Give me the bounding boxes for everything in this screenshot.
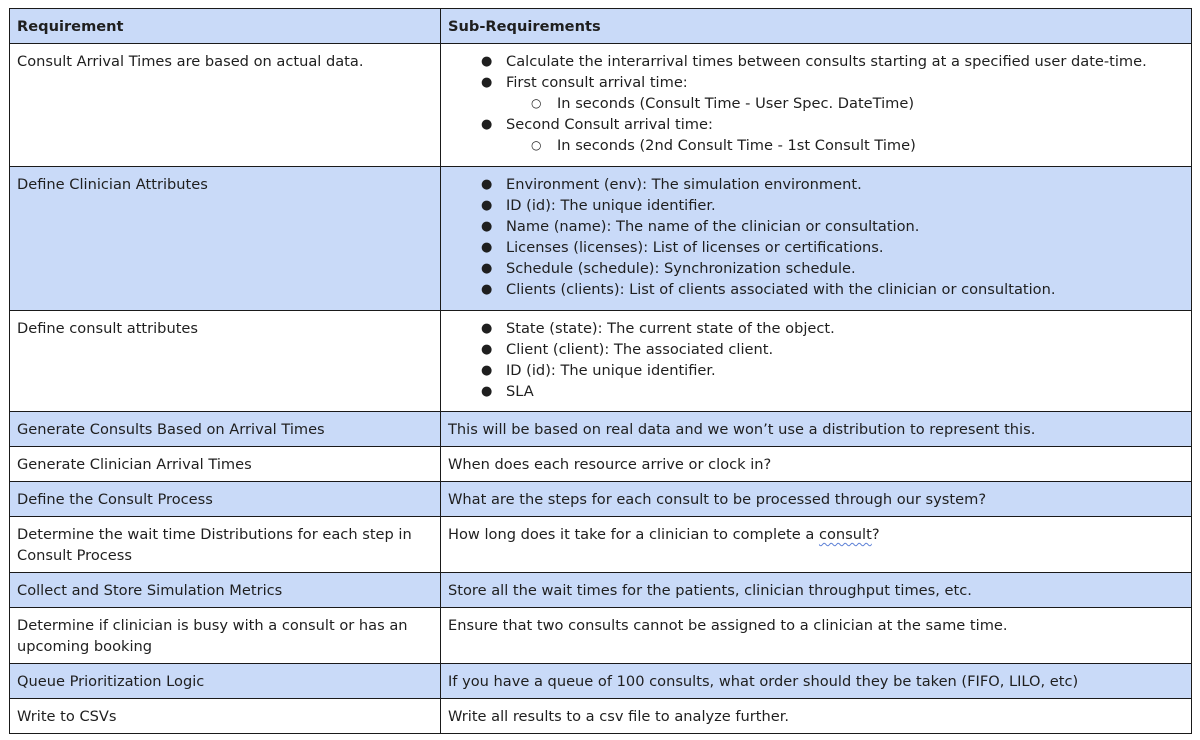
requirement-cell: Define the Consult Process: [10, 482, 441, 517]
list-item: [481, 381, 1184, 402]
cell-text: How long does it take for a clinician to complete a: [448, 526, 819, 543]
requirement-cell: Determine if clinician is busy with a consult or has an upcoming booking: [10, 608, 441, 664]
bullet-icon: ●: [481, 363, 493, 378]
header-requirement: Requirement: [10, 9, 441, 44]
sub-bullet-list: [506, 135, 1184, 156]
sub-requirements-cell: [441, 311, 1192, 412]
sub-bullet-list: [506, 93, 1184, 114]
bullet-icon: ●: [481, 117, 493, 132]
list-item-text: Calculate the interarrival times between consults starting at a specified user date-time.: [506, 53, 1147, 70]
bullet-list: [448, 318, 1184, 402]
bullet-icon: ●: [481, 384, 493, 399]
list-item: [481, 279, 1184, 300]
bullet-icon: ●: [481, 219, 493, 234]
list-item-text: Environment (env): The simulation environment.: [506, 176, 862, 193]
sub-requirements-cell: Write all results to a csv file to analyze further.: [441, 699, 1192, 734]
table-row: [10, 311, 1192, 412]
requirement-cell: Collect and Store Simulation Metrics: [10, 573, 441, 608]
list-item: [481, 72, 1184, 114]
table-row: [10, 699, 1192, 734]
list-item: [481, 360, 1184, 381]
bullet-icon: ●: [481, 342, 493, 357]
sub-list-item-text: In seconds (2nd Consult Time - 1st Consult Time): [557, 137, 916, 154]
hollow-bullet-icon: ○: [531, 96, 542, 110]
list-item: [481, 195, 1184, 216]
sub-requirements-cell: What are the steps for each consult to be processed through our system?: [441, 482, 1192, 517]
table-row: [10, 664, 1192, 699]
requirement-cell: Consult Arrival Times are based on actual data.: [10, 44, 441, 167]
list-item: [481, 339, 1184, 360]
table-row: [10, 167, 1192, 311]
sub-list-item: [531, 93, 1184, 114]
sub-requirements-cell: [441, 44, 1192, 167]
list-item: [481, 258, 1184, 279]
requirement-cell: Queue Prioritization Logic: [10, 664, 441, 699]
table-row: [10, 517, 1192, 573]
requirement-cell: Generate Clinician Arrival Times: [10, 447, 441, 482]
table-row: [10, 573, 1192, 608]
sub-requirements-cell: When does each resource arrive or clock in?: [441, 447, 1192, 482]
header-sub-requirements: Sub-Requirements: [441, 9, 1192, 44]
list-item-text: Name (name): The name of the clinician or consultation.: [506, 218, 920, 235]
cell-text: ?: [871, 526, 880, 543]
bullet-icon: ●: [481, 177, 493, 192]
requirement-cell: Generate Consults Based on Arrival Times: [10, 412, 441, 447]
requirements-table: [9, 8, 1192, 734]
sub-requirements-cell: [441, 167, 1192, 311]
table-row: [10, 44, 1192, 167]
list-item: [481, 174, 1184, 195]
list-item-text: State (state): The current state of the object.: [506, 320, 835, 337]
list-item-text: Clients (clients): List of clients associated with the clinician or consultation.: [506, 281, 1056, 298]
list-item-text: ID (id): The unique identifier.: [506, 362, 716, 379]
requirement-cell: Define Clinician Attributes: [10, 167, 441, 311]
spellcheck-underlined-word: consult: [818, 526, 872, 543]
requirement-cell: Define consult attributes: [10, 311, 441, 412]
sub-list-item-text: In seconds (Consult Time - User Spec. DateTime): [557, 95, 915, 112]
list-item-text: First consult arrival time:: [506, 74, 688, 91]
list-item-text: Second Consult arrival time:: [506, 116, 713, 133]
bullet-list: [448, 174, 1184, 300]
table-row: [10, 608, 1192, 664]
table-row: [10, 482, 1192, 517]
sub-requirements-cell: Ensure that two consults cannot be assigned to a clinician at the same time.: [441, 608, 1192, 664]
header-row: [10, 9, 1192, 44]
bullet-icon: ●: [481, 75, 493, 90]
bullet-icon: ●: [481, 282, 493, 297]
table-row: [10, 412, 1192, 447]
sub-requirements-cell: This will be based on real data and we won’t use a distribution to represent this.: [441, 412, 1192, 447]
list-item: [481, 114, 1184, 156]
hollow-bullet-icon: ○: [531, 138, 542, 152]
list-item: [481, 216, 1184, 237]
requirement-cell: Write to CSVs: [10, 699, 441, 734]
requirement-cell: Determine the wait time Distributions for each step in Consult Process: [10, 517, 441, 573]
bullet-icon: ●: [481, 198, 493, 213]
sub-requirements-cell: If you have a queue of 100 consults, what order should they be taken (FIFO, LILO, etc): [441, 664, 1192, 699]
list-item-text: Schedule (schedule): Synchronization schedule.: [506, 260, 856, 277]
bullet-icon: ●: [481, 321, 493, 336]
list-item-text: SLA: [506, 383, 534, 400]
list-item-text: Licenses (licenses): List of licenses or certifications.: [506, 239, 884, 256]
bullet-icon: ●: [481, 261, 493, 276]
list-item: [481, 51, 1184, 72]
sub-requirements-cell: [441, 517, 1192, 573]
list-item-text: Client (client): The associated client.: [506, 341, 774, 358]
list-item: [481, 318, 1184, 339]
list-item: [481, 237, 1184, 258]
bullet-list: [448, 51, 1184, 156]
table-row: [10, 447, 1192, 482]
sub-list-item: [531, 135, 1184, 156]
bullet-icon: ●: [481, 240, 493, 255]
list-item-text: ID (id): The unique identifier.: [506, 197, 716, 214]
bullet-icon: ●: [481, 54, 493, 69]
sub-requirements-cell: Store all the wait times for the patients, clinician throughput times, etc.: [441, 573, 1192, 608]
